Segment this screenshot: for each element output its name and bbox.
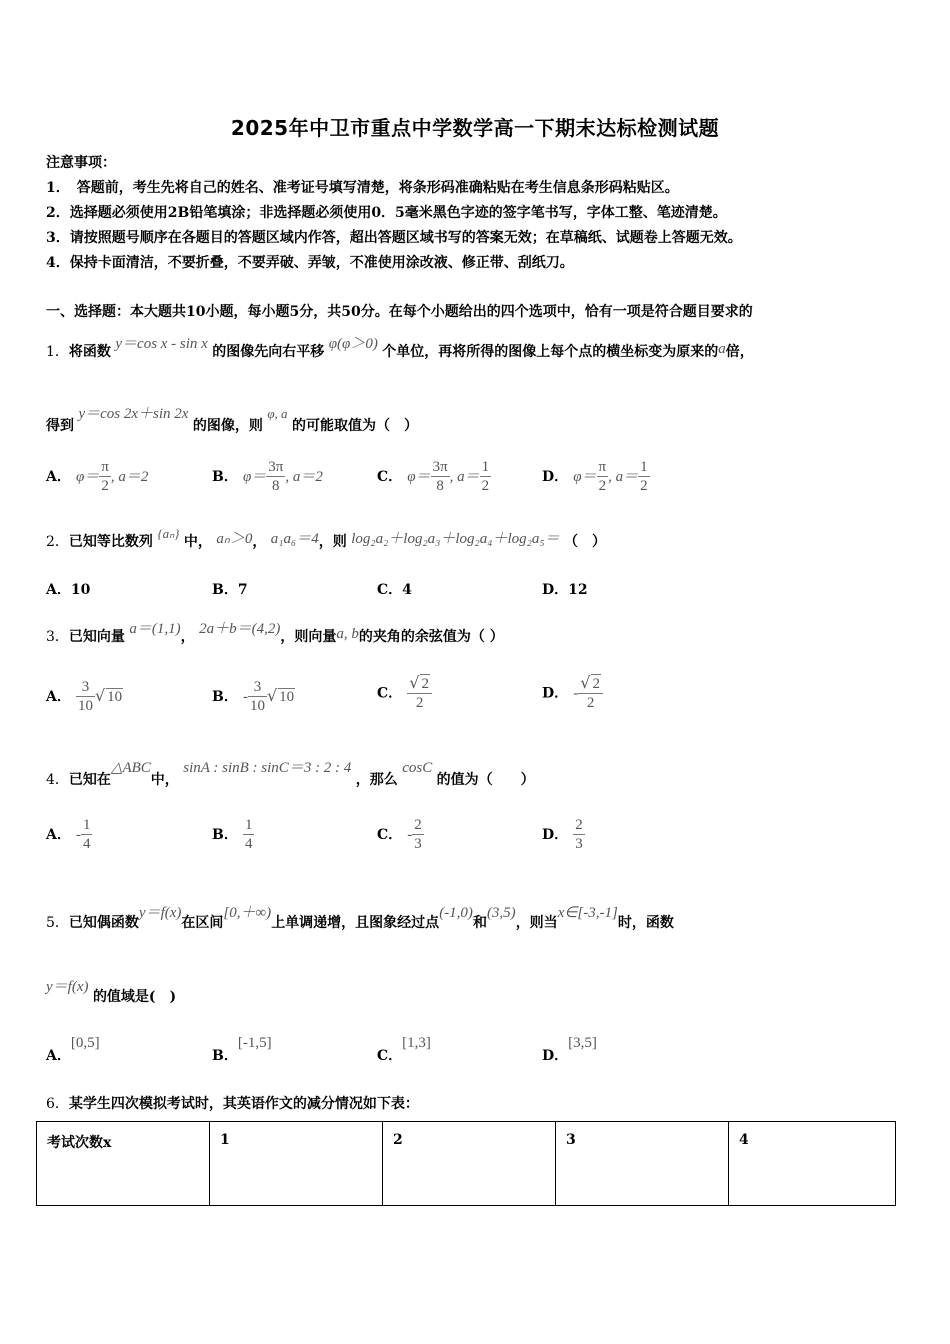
formula: aₙ＞0: [216, 531, 253, 547]
question-5-line1: [46, 905, 674, 932]
option-label: A．: [46, 827, 71, 843]
question-number: 2．: [46, 534, 69, 550]
question-text: 已知在: [68, 772, 111, 788]
fraction: $\frac{1}{2}$: [640, 459, 648, 494]
question-4: [46, 760, 535, 789]
fraction: $\frac{\pi}{2}$: [598, 459, 607, 494]
formula: φ＝: [75, 469, 100, 485]
question-text: 的值为（ ）: [436, 772, 535, 788]
score-table: [36, 1121, 896, 1206]
question-1-line1: [46, 336, 754, 361]
formula: log₂a₂＋log₂a₃＋log₂a₄＋log₂a₅＝: [351, 531, 560, 547]
question-2: [46, 526, 607, 551]
option-b[interactable]: [212, 458, 323, 495]
formula: , a＝: [608, 469, 639, 485]
formula: x∈[-3,-1]: [557, 905, 618, 921]
notice-item: 2．选择题必须使用2B铅笔填涂；非选择题必须使用0．5毫米黑色字迹的签字笔书写，字体工整、笔迹清楚。: [46, 205, 727, 221]
option-label: A．: [46, 469, 71, 485]
fraction: $\frac{\pi}{2}$: [101, 459, 109, 494]
option-label: C．: [377, 469, 403, 485]
fraction: $\frac{1}{4}$: [244, 817, 253, 852]
formula: , a＝: [449, 469, 480, 485]
option-label: D．: [542, 827, 569, 843]
option-label: C．: [377, 827, 403, 843]
formula: a＝(1,1): [129, 621, 181, 637]
option-d[interactable]: D．[3,5]: [542, 1035, 597, 1064]
option-c[interactable]: C．[1,3]: [377, 1035, 431, 1064]
question-text: ，则: [318, 534, 347, 550]
formula: φ, a: [267, 406, 288, 421]
option-d[interactable]: [542, 674, 603, 712]
question-number: 3．: [46, 629, 69, 645]
question-text: 的图像先向右平移: [212, 344, 325, 360]
formula: 2a＋b＝(4,2): [199, 621, 281, 637]
option-b[interactable]: B．[-1,5]: [212, 1035, 272, 1064]
question-1-line2: [46, 406, 418, 435]
option-label: B．: [212, 827, 238, 843]
question-text: 得到: [46, 418, 74, 434]
question-text: 在区间: [181, 915, 224, 931]
question-text: 和: [472, 915, 487, 931]
table-row: [37, 1122, 896, 1206]
fraction: $\frac{3}{10}$: [77, 679, 93, 714]
question-text: 上单调递增，且图象经过点: [271, 915, 440, 931]
option-a[interactable]: [46, 458, 148, 495]
question-text: 的图像，则: [192, 418, 263, 434]
question-text: ，: [252, 534, 267, 550]
formula: [0,＋∞): [223, 905, 272, 921]
question-text: 已知向量: [68, 629, 125, 645]
formula: a: [718, 341, 726, 357]
question-text: 中，: [183, 534, 212, 550]
option-b[interactable]: [212, 816, 254, 853]
question-text: 某学生四次模拟考试时，其英语作文的减分情况如下表：: [68, 1096, 419, 1112]
question-text: 中，: [150, 772, 179, 788]
formula: a₁a₆＝4: [270, 531, 319, 547]
question-text: ，则向量: [280, 629, 337, 645]
question-text: 时，函数: [617, 915, 674, 931]
formula: -: [573, 685, 579, 702]
notice-heading: 注意事项：: [46, 155, 116, 171]
option-a[interactable]: A． $\frac{3}{10}$ √ 10: [46, 679, 123, 714]
option-c[interactable]: [377, 674, 432, 712]
question-number: 6．: [46, 1096, 69, 1112]
question-5-line2: [46, 979, 177, 1006]
fraction: $\frac{1}{4}$: [82, 817, 91, 852]
section-heading: 一、选择题：本大题共10小题，每小题5分，共50分。在每个小题给出的四个选项中，恰有一项是符合题目要求的: [46, 304, 753, 320]
table-cell: 3: [556, 1122, 729, 1206]
fraction: $\frac{2}{3}$: [414, 817, 422, 852]
option-b[interactable]: B．7: [212, 582, 248, 598]
formula: y＝cos 2x＋sin 2x: [78, 406, 189, 422]
question-text: 将函数: [68, 344, 111, 360]
table-cell: 考试次数x: [37, 1122, 210, 1206]
option-a[interactable]: A．10: [46, 582, 91, 598]
question-number: 1．: [46, 344, 69, 360]
question-text: （ ）: [564, 534, 607, 550]
question-text: ，则当: [515, 915, 558, 931]
option-label: B．: [212, 469, 238, 485]
formula: y＝cos x - sin x: [115, 336, 208, 352]
fraction: $\frac{√ 2}{2}$: [407, 674, 432, 712]
question-text: 已知等比数列: [68, 534, 153, 550]
formula: (-1,0): [439, 905, 473, 921]
question-text: 已知偶函数: [68, 915, 139, 931]
table-cell: 2: [383, 1122, 556, 1206]
notice-item: 1． 答题前，考生先将自己的姓名、准考证号填写清楚，将条形码准确粘贴在考生信息条形码粘贴区。: [46, 180, 679, 196]
radical: 10: [107, 689, 123, 705]
option-d[interactable]: [542, 458, 650, 495]
option-a[interactable]: A．[0,5]: [46, 1035, 100, 1064]
question-text: ，: [180, 629, 195, 645]
formula: -: [75, 827, 81, 843]
formula: cosC: [402, 760, 433, 776]
fraction: $\frac{3\pi}{8}$: [268, 459, 284, 494]
table-cell: 1: [210, 1122, 383, 1206]
formula: y＝f(x): [46, 979, 89, 995]
option-c[interactable]: C．4: [377, 582, 412, 598]
formula: △ABC: [110, 760, 151, 776]
fraction: $\frac{1}{2}$: [481, 459, 490, 494]
option-label: D．: [542, 685, 569, 702]
formula: φ＝: [242, 469, 267, 485]
fraction: $\frac{√ 2}{2}$: [578, 674, 603, 712]
option-label: B．: [212, 689, 238, 705]
option-c[interactable]: [377, 816, 424, 853]
formula: (3,5): [486, 905, 516, 921]
page-title: 2025年中卫市重点中学数学高一下期末达标检测试题: [230, 116, 720, 140]
table-cell: 4: [729, 1122, 896, 1206]
option-b[interactable]: B． - $\frac{3}{10}$ √ 10: [212, 679, 295, 714]
option-label: C．: [377, 685, 403, 702]
question-6: [46, 1093, 419, 1113]
option-label: A．: [46, 689, 71, 705]
option-d[interactable]: [542, 816, 585, 853]
fraction: $\frac{3\pi}{8}$: [432, 459, 448, 494]
question-3: [46, 621, 504, 646]
option-label: D．: [542, 469, 569, 485]
formula: -: [407, 827, 413, 843]
question-text: 的可能取值为（ ）: [292, 418, 418, 434]
notice-item: 4．保持卡面清洁，不要折叠，不要弄破、弄皱，不准使用涂改液、修正带、刮纸刀。: [46, 255, 574, 271]
formula: , a＝2: [110, 469, 149, 485]
formula: φ＝: [573, 469, 597, 485]
formula: sinA : sinB : sinC＝3 : 2 : 4: [183, 760, 352, 776]
question-text: 的值域是( ): [92, 989, 177, 1005]
formula: -: [242, 689, 248, 705]
formula: φ＝: [407, 469, 431, 485]
fraction: $\frac{3}{10}$: [249, 679, 265, 714]
question-text: 个单位，再将所得的图像上每个点的横坐标变为原来的: [382, 344, 719, 360]
question-text: 倍，: [725, 344, 754, 360]
option-d[interactable]: D．12: [542, 582, 588, 598]
radical: 10: [279, 689, 295, 705]
question-text: 的夹角的余弦值为（ ）: [358, 629, 504, 645]
question-number: 5．: [46, 915, 69, 931]
option-a[interactable]: [46, 816, 92, 853]
formula: {aₙ}: [157, 526, 180, 541]
fraction: $\frac{2}{3}$: [575, 817, 583, 852]
question-number: 4．: [46, 772, 69, 788]
formula: y＝f(x): [138, 905, 182, 921]
formula: φ(φ＞0): [328, 336, 378, 352]
option-c[interactable]: [377, 458, 491, 495]
formula: , a＝2: [285, 469, 323, 485]
formula: a, b: [336, 626, 359, 642]
notice-item: 3．请按照题号顺序在各题目的答题区域内作答，超出答题区域书写的答案无效；在草稿纸、试题卷上答题无效。: [46, 230, 742, 246]
question-text: ，那么: [355, 772, 398, 788]
